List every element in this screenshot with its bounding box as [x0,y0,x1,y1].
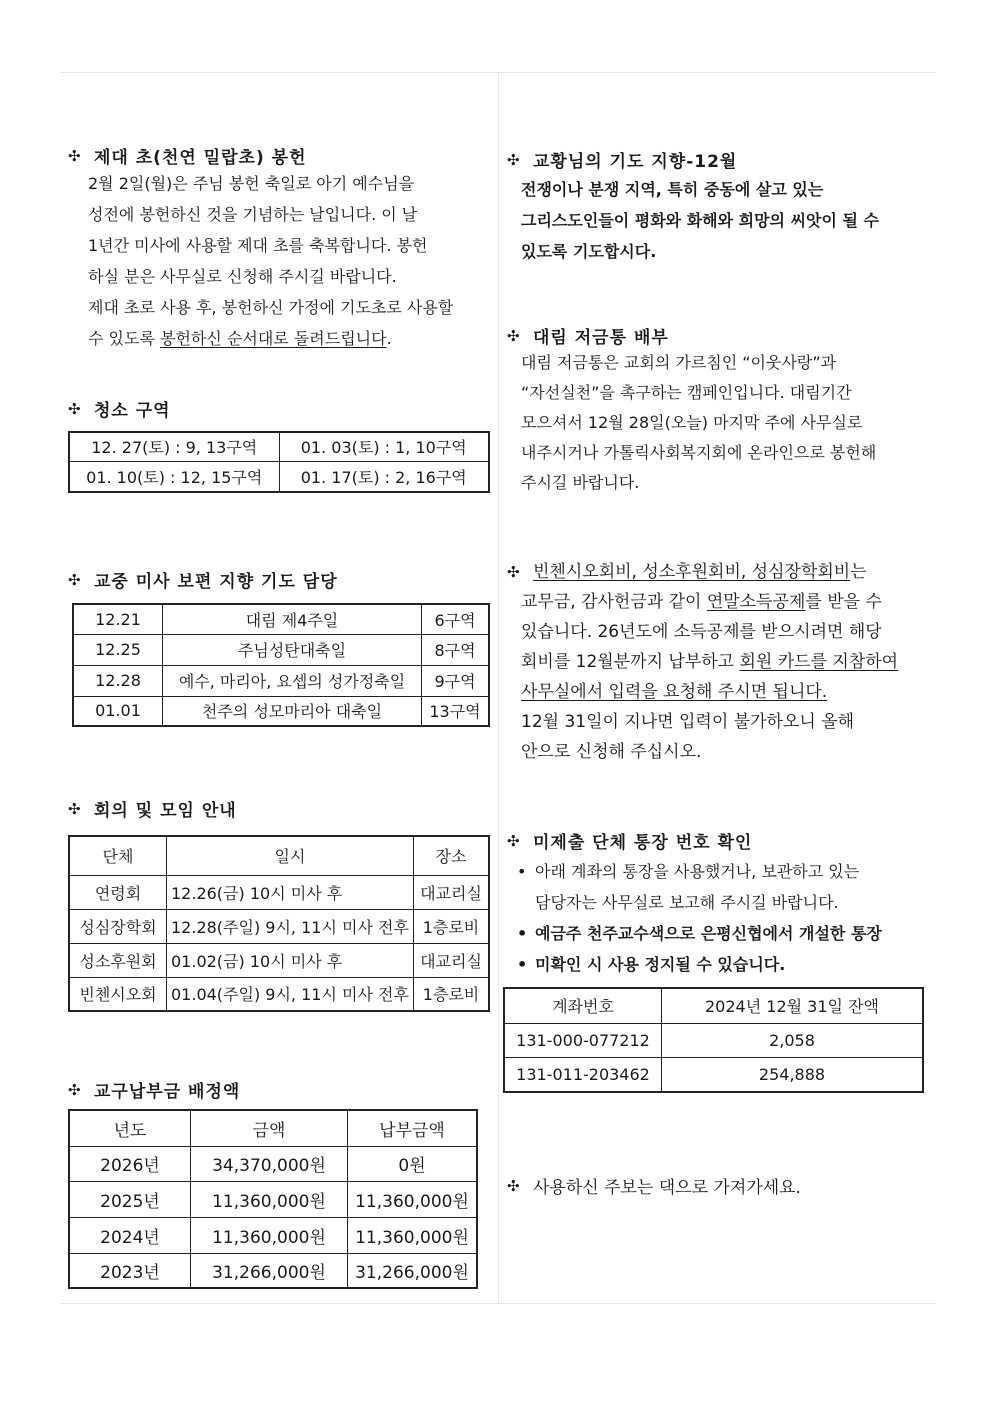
table-cell: 대림 제4주일 [163,604,422,634]
meetings-section [68,796,490,1012]
bottom-rule [60,1303,935,1304]
meetings-table [68,835,490,1012]
table-cell: 01.04(주일) 9시, 11시 미사 전후 [167,977,414,1011]
table-header: 계좌번호 [504,988,662,1023]
table-header: 금액 [191,1110,348,1146]
prayer-duty-heading [68,567,490,592]
advent-box-line: “자선실천”을 촉구하는 캠페인입니다. 대림기간 [521,383,852,402]
table-cell: 12.25 [73,634,163,665]
pope-intention-heading [507,147,879,172]
pope-intention-line: 있도록 기도합시다. [521,242,657,261]
table-row [69,1181,477,1217]
table-cell: 01.01 [73,696,163,726]
advent-box-line: 주시길 바랍니다. [521,473,640,492]
tax-line3-prefix: 회비를 12월분까지 납부하고 [521,652,740,672]
tax-line1-prefix: 교무금, 감사헌금과 같이 [521,592,707,612]
advent-box-heading [507,323,876,348]
cross-icon: ✣ [68,399,82,418]
table-cell: 1층로비 [414,977,490,1011]
table-row [69,461,489,492]
table-header: 2024년 12월 31일 잔액 [662,988,924,1023]
accounts-bullets [507,856,924,980]
candles-body [88,168,453,354]
table-row [69,943,489,977]
prayer-duty-title: 교중 미사 보편 지향 기도 담당 [94,572,338,592]
table-cell: 성심장학회 [69,909,167,943]
pope-intention-line: 그리스도인들이 평화와 화해와 희망의 씨앗이 될 수 [521,211,879,230]
table-header: 일시 [167,836,414,875]
candles-line: 성전에 봉헌하신 것을 기념하는 날입니다. 이 날 [88,205,418,224]
tax-title-underlined: 빈첸시오회비, 성소후원회비, 성심장학회비 [533,562,851,582]
cross-icon: ✣ [507,1176,520,1195]
table-cell: 12.26(금) 10시 미사 후 [167,875,414,909]
table-cell: 9구역 [422,665,490,696]
advent-box-title: 대림 저금통 배부 [533,328,669,348]
table-header: 단체 [69,836,167,875]
table-row [69,1217,477,1253]
tax-section [507,557,898,767]
table-row [69,977,489,1011]
cleaning-section [68,396,490,493]
table-cell: 2023년 [69,1253,191,1288]
candles-last-suffix: . [386,329,392,348]
cleaning-title: 청소 구역 [94,401,171,421]
meetings-title: 회의 및 모임 안내 [94,801,237,821]
pope-intention-section [507,147,879,267]
table-cell: 0원 [348,1146,478,1181]
table-row [69,432,489,461]
table-cell: 254,888 [662,1057,924,1092]
table-row [69,1253,477,1288]
table-cell: 2024년 [69,1217,191,1253]
cross-icon: ✣ [68,570,82,589]
table-cell: 천주의 성모마리아 대축일 [163,696,422,726]
candles-last-underlined: 봉헌하신 순서대로 돌려드립니다 [160,329,387,348]
cross-icon: ✣ [507,150,521,169]
cross-icon: ✣ [507,563,520,581]
table-header-row [69,836,489,875]
table-cell: 연령회 [69,875,167,909]
table-cell: 빈첸시오회 [69,977,167,1011]
table-row [69,909,489,943]
pope-intention-body [521,174,879,267]
table-cell: 12.28(주일) 9시, 11시 미사 전후 [167,909,414,943]
advent-box-line: 대림 저금통은 교회의 가르침인 “이웃사랑”과 [521,353,837,372]
table-cell: 01. 03(토) : 1, 10구역 [279,432,489,461]
tax-body [521,587,898,767]
cross-icon: ✣ [507,326,521,345]
prayer-duty-table [72,603,490,727]
table-row [504,1023,923,1057]
tax-line1-suffix: 를 받을 수 [805,592,882,612]
table-cell: 11,360,000원 [348,1217,478,1253]
meetings-heading [68,796,490,821]
table-cell: 11,360,000원 [191,1181,348,1217]
advent-box-line: 내주시거나 가톨릭사회복지회에 온라인으로 봉헌해 [521,443,877,462]
table-cell: 1층로비 [414,909,490,943]
pope-intention-title: 교황님의 기도 지향-12월 [533,152,738,172]
advent-box-line: 모으셔서 12월 28일(오늘) 마지막 주에 사무실로 [521,413,863,432]
table-row [73,604,489,634]
table-cell: 13구역 [422,696,490,726]
candles-line: 1년간 미사에 사용할 제대 초를 축복합니다. 봉헌 [88,236,428,255]
table-cell: 주님성탄대축일 [163,634,422,665]
table-cell: 01. 10(토) : 12, 15구역 [69,461,279,492]
candles-heading [68,143,453,168]
table-header: 납부금액 [348,1110,478,1146]
table-cell: 131-011-203462 [504,1057,662,1092]
tax-line: 안으로 신청해 주십시오. [521,742,702,762]
tax-line [521,587,898,617]
bullet-item-continued: 담당자는 사무실로 보고해 주시길 바랍니다. [535,893,839,912]
table-row [69,1146,477,1181]
bulletin-note [507,1173,801,1198]
tax-heading [507,557,898,587]
diocese-payment-table [68,1109,478,1289]
bulletin-section [507,1173,801,1198]
table-header-row [504,988,923,1023]
table-cell: 대교리실 [414,875,490,909]
accounts-table [503,987,924,1093]
tax-line1-underlined: 연말소득공제 [706,592,806,612]
table-cell: 6구역 [422,604,490,634]
cleaning-heading [68,396,490,421]
cross-icon: ✣ [68,799,82,818]
table-cell: 12.28 [73,665,163,696]
cross-icon: ✣ [68,1080,82,1099]
table-row [73,696,489,726]
table-header: 장소 [414,836,490,875]
pope-intention-line: 전쟁이나 분쟁 지역, 특히 중동에 살고 있는 [521,180,824,199]
column-divider [498,72,499,1303]
accounts-section [507,828,924,1093]
bullet-item: • 예금주 천주교수색으로 은평신협에서 개설한 통장 [517,924,882,943]
table-cell: 31,266,000원 [191,1253,348,1288]
bullet-item: • 아래 계좌의 통장을 사용했거나, 보관하고 있는 [517,862,860,881]
diocese-payment-heading [68,1077,478,1102]
table-cell: 2025년 [69,1181,191,1217]
candles-line: 2월 2일(월)은 주님 봉헌 축일로 아기 예수님을 [88,174,415,193]
table-cell: 2,058 [662,1023,924,1057]
accounts-title: 미제출 단체 통장 번호 확인 [533,833,753,853]
candles-title: 제대 초(천연 밀랍초) 봉헌 [94,148,307,168]
candles-line: 제대 초로 사용 후, 봉헌하신 가정에 기도초로 사용할 [88,298,454,317]
table-cell: 01.02(금) 10시 미사 후 [167,943,414,977]
candles-line-last [88,323,453,354]
tax-line: 12월 31일이 지나면 입력이 불가하오니 올해 [521,712,855,732]
advent-box-body [521,348,876,498]
table-row [73,665,489,696]
table-cell: 34,370,000원 [191,1146,348,1181]
tax-line: 있습니다. 26년도에 소득공제를 받으시려면 해당 [521,622,882,642]
table-header: 년도 [69,1110,191,1146]
candles-last-prefix: 수 있도록 [88,329,160,348]
tax-title-suffix: 는 [850,562,867,582]
diocese-payment-title: 교구납부금 배정액 [94,1082,241,1102]
cross-icon: ✣ [68,146,82,165]
table-cell: 11,360,000원 [348,1181,478,1217]
candles-line: 하실 분은 사무실로 신청해 주시길 바랍니다. [88,267,397,286]
table-cell: 8구역 [422,634,490,665]
table-cell: 11,360,000원 [191,1217,348,1253]
table-cell: 2026년 [69,1146,191,1181]
table-cell: 예수, 마리아, 요셉의 성가정축일 [163,665,422,696]
table-cell: 131-000-077212 [504,1023,662,1057]
table-cell: 01. 17(토) : 2, 16구역 [279,461,489,492]
tax-line3-underlined: 회원 카드를 지참하여 [739,652,899,672]
table-header-row [69,1110,477,1146]
table-row [73,634,489,665]
advent-box-section [507,323,876,498]
tax-line: 사무실에서 입력을 요청해 주시면 됩니다. [521,682,828,702]
table-cell: 12. 27(토) : 9, 13구역 [69,432,279,461]
cross-icon: ✣ [507,831,521,850]
cleaning-table [68,431,490,493]
accounts-heading [507,828,924,853]
diocese-payment-section [68,1077,478,1289]
prayer-duty-section [68,567,490,727]
table-row [69,875,489,909]
table-cell: 성소후원회 [69,943,167,977]
tax-line [521,647,898,677]
bulletin-text: 사용하신 주보는 댁으로 가져가세요. [533,1178,801,1198]
table-row [504,1057,923,1092]
table-cell: 대교리실 [414,943,490,977]
candles-section [68,143,453,354]
bullet-item: • 미확인 시 사용 정지될 수 있습니다. [517,955,786,974]
table-cell: 31,266,000원 [348,1253,478,1288]
table-cell: 12.21 [73,604,163,634]
